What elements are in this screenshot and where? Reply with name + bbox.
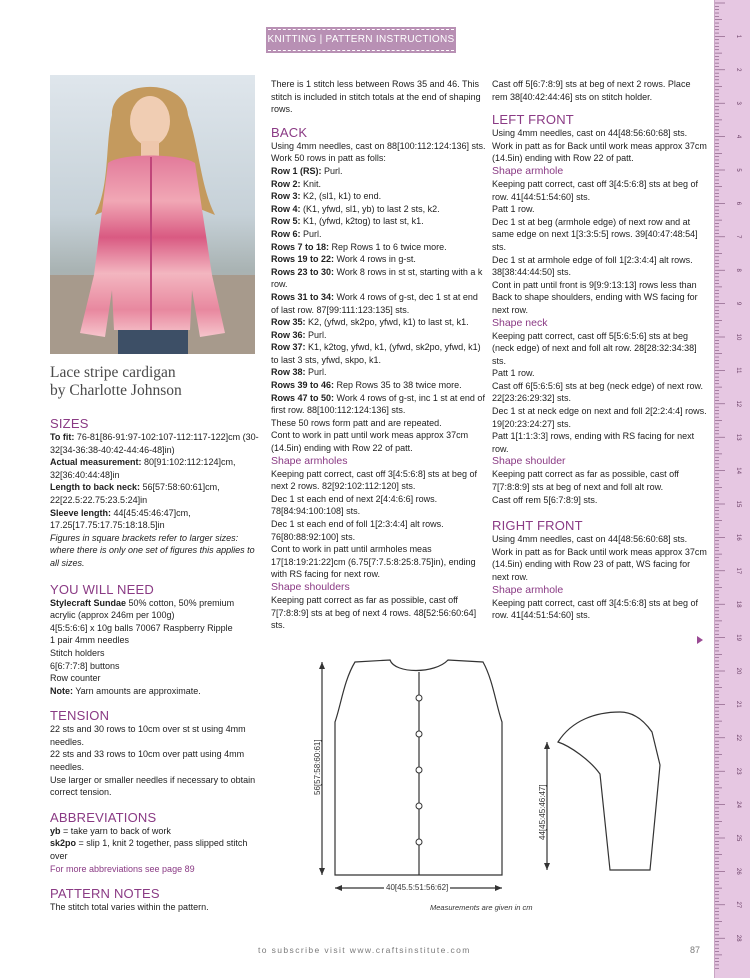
- column-left: [50, 416, 260, 914]
- buttons: 6[6:7:7:8] buttons: [50, 660, 120, 671]
- schematic-diagram: [300, 650, 705, 915]
- back-row: Row 1 (RS): Purl.: [271, 165, 343, 176]
- length-measurement: 56[57:58:60:61]: [313, 739, 322, 795]
- back-armholes-1: Keeping patt correct, cast off 3[4:5:6:8] sts at beg of next 2 rows. 82[92:102:112:120] sts.: [271, 468, 477, 492]
- back-row: Row 36: Purl.: [271, 329, 327, 340]
- ruler-ticks: [715, 0, 750, 978]
- length-to-back-neck: Length to back neck: 56[57:58:60:61]cm, 22[22.5:22.75:23.5:24]in: [50, 482, 220, 505]
- yarn: Stylecraft Sundae 50% cotton, 50% premium acrylic (approx 246m per 100g): [50, 597, 235, 621]
- button-4: [416, 803, 422, 809]
- button-1: [416, 695, 422, 701]
- column-right: [492, 78, 707, 622]
- back-row-list: [271, 165, 486, 417]
- back-armholes-heading: Shape armholes: [271, 454, 348, 467]
- ruler-number: 4: [735, 134, 741, 139]
- sleeve-length: Sleeve length: 44[45:45:46:47]cm, 17.25[17.75:17.75:18:18.5]in: [50, 507, 191, 531]
- ruler-number: 28: [735, 934, 741, 942]
- tension-line-3: Use larger or smaller needles if necessary to obtain correct tension.: [50, 774, 256, 798]
- subscribe-footer[interactable]: to subscribe visit www.craftsinstitute.com: [258, 945, 471, 955]
- lf-neck-5: Patt 1[1:1:3:3] rows, ending with RS facing for next row.: [492, 431, 695, 454]
- ruler-number: 20: [735, 667, 741, 675]
- section-label: KNITTING: [267, 33, 317, 45]
- actual-measurement: Actual measurement: 80[91:102:112:124]cm, 32[36:40:44:48]in: [50, 457, 236, 480]
- tension-line-2: 22 sts and 33 rows to 10cm over patt using 4mm needles.: [50, 749, 245, 773]
- garment-schematic: [300, 650, 705, 915]
- back-armholes-2: Dec 1 st each end of next 2[4:4:6:6] rows. 78[84:94:100:108] sts.: [271, 493, 438, 517]
- back-row: Rows 39 to 46: Rep Rows 35 to 38 twice more.: [271, 380, 462, 391]
- abbrev-sk2po: sk2po = slip 1, knit 2 together, pass slipped stitch over: [50, 838, 248, 862]
- back-shoulders-1: Keeping patt correct as far as possible, cast off 7[7:8:8:9] sts at beg of next 4 rows. 48[52:56:60:64] sts.: [271, 594, 477, 631]
- ruler-number: 21: [735, 701, 741, 708]
- model-image: [50, 75, 255, 354]
- ruler-number: 8: [735, 268, 741, 272]
- you-will-need-heading: YOU WILL NEED: [50, 581, 154, 597]
- back-armholes-4: Cont to work in patt until armholes meas 17[18:19:21:22]cm (6.75[7:7.5:8:25:8.75]in), ending with RS facing for next row.: [271, 544, 476, 580]
- ruler-number: 23: [735, 767, 741, 775]
- left-front-work: Work in patt as for Back until work meas approx 37cm (14.5in) ending with Row 22 of patt.: [492, 140, 707, 164]
- back-work-50: Work 50 rows in patt as folls:: [271, 153, 386, 164]
- ruler-number: 6: [735, 201, 741, 206]
- back-row: Row 37: K1, k2tog, yfwd, k1, (yfwd, sk2po, yfwd, k1) to last 3 sts, yfwd, skpo, k1.: [271, 342, 481, 365]
- ruler-number: 19: [735, 634, 741, 641]
- ruler-number: 1: [735, 34, 741, 39]
- back-final-castoff: Cast off 5[6:7:8:9] sts at beg of next 2 rows. Place rem 38[40:42:44:46] sts on stitch holder.: [492, 79, 691, 102]
- right-front-heading: RIGHT FRONT: [492, 518, 583, 534]
- back-cont: Cont to work in patt until work meas approx 37cm (14.5in) ending with Row 22 of patt.: [271, 430, 469, 454]
- sizes-note: Figures in square brackets refer to larger sizes: where there is only one set of figures this applies to all sizes.: [50, 532, 255, 568]
- pattern-credit: [50, 364, 260, 400]
- rf-cast-on: Using 4mm needles, cast on 44[48:56:60:68] sts.: [492, 534, 688, 545]
- button-5: [416, 839, 422, 845]
- back-row: Row 35: K2, (yfwd, sk2po, yfwd, k1) to last st, k1.: [271, 317, 469, 328]
- sizes-heading: SIZES: [50, 416, 89, 431]
- section-ribbon: [268, 29, 454, 51]
- cardigan-photo: [50, 75, 255, 354]
- needles: 1 pair 4mm needles: [50, 635, 130, 646]
- lf-neck-3: Cast off 6[5:6:5:6] sts at beg (neck edge) of next row. 22[23:26:29:32] sts.: [492, 380, 703, 404]
- back-armholes-3: Dec 1 st each end of foll 1[2:3:4:4] alt rows. 76[80:88:92:100] sts.: [271, 519, 444, 542]
- lf-armhole-1: Keeping patt correct, cast off 3[4:5:6:8] sts at beg of row. 41[44:51:54:60] sts.: [492, 178, 698, 202]
- pattern-name: Lace stripe cardigan: [50, 364, 176, 381]
- continue-arrow-icon: [697, 636, 703, 644]
- yarn-balls: 4[5:5:6:6] x 10g balls 70067 Raspberry Ripple: [50, 622, 233, 633]
- section-title: PATTERN INSTRUCTIONS: [325, 33, 455, 45]
- row-counter: Row counter: [50, 673, 101, 684]
- lf-neck-2: Patt 1 row.: [492, 368, 535, 379]
- ruler-number: 16: [735, 534, 741, 541]
- ruler-number: 27: [735, 901, 741, 909]
- right-front-armhole-heading: Shape armhole: [492, 583, 564, 596]
- ruler-number: 26: [735, 868, 741, 875]
- lf-armhole-5: Cont in patt until front is 9[9:9:13:13] rows less than Back to shape shoulders, ending with WS facing for next row.: [492, 279, 698, 315]
- abbreviations-heading: ABBREVIATIONS: [50, 809, 157, 825]
- ruler-number: 2: [735, 68, 741, 72]
- tension-line-1: 22 sts and 30 rows to 10cm over st st using 4mm needles.: [50, 724, 246, 747]
- ruler-number: 15: [735, 500, 741, 508]
- yarn-note: Note: Yarn amounts are approximate.: [50, 685, 201, 696]
- ruler-number: 12: [735, 400, 741, 408]
- ruler-number: 18: [735, 600, 741, 608]
- pattern-notes-text: The stitch total varies within the pattern.: [50, 902, 209, 913]
- ruler-number: 22: [735, 734, 741, 742]
- designer-name: by Charlotte Johnson: [50, 382, 182, 399]
- measuring-ruler: [714, 0, 750, 978]
- back-row: Rows 23 to 30: Work 8 rows in st st, starting with a k row.: [271, 266, 483, 290]
- width-measurement: 40[45.5:51:56:62]: [384, 882, 450, 895]
- button-2: [416, 731, 422, 737]
- ruler-number: 13: [735, 433, 741, 441]
- more-abbreviations-link[interactable]: For more abbreviations see page 89: [50, 863, 195, 874]
- button-3: [416, 767, 422, 773]
- back-row: Row 4: (K1, yfwd, sl1, yb) to last 2 sts, k2.: [271, 203, 440, 214]
- back-row: Row 2: Knit.: [271, 178, 322, 189]
- page-number: 87: [690, 945, 701, 955]
- intro-text: There is 1 stitch less between Rows 35 and 46. This stitch is included in stitch totals at the end of shaping rows.: [271, 79, 481, 115]
- measurement-note: Measurements are given in cm: [430, 903, 533, 912]
- to-fit: To fit: 76-81[86-91:97-102:107-112:117-122]cm (30-32[34-36:38-40:42-44:46-48]in): [50, 432, 259, 455]
- back-row: Rows 31 to 34: Work 4 rows of g-st, dec 1 st at end of last row. 87[99:111:123:135] sts.: [271, 291, 478, 315]
- back-cast-on: Using 4mm needles, cast on 88[100:112:124:136] sts.: [271, 140, 486, 151]
- left-front-heading: LEFT FRONT: [492, 112, 574, 128]
- ruler-number: 3: [735, 101, 741, 105]
- pattern-notes-heading: PATTERN NOTES: [50, 886, 160, 902]
- left-front-neck-heading: Shape neck: [492, 316, 548, 329]
- ruler-number: 5: [735, 168, 741, 172]
- rf-work: Work in patt as for Back until work meas approx 37cm (14.5in) ending with Row 23 of patt, WS facing for next row.: [492, 546, 707, 582]
- back-row: Rows 47 to 50: Work 4 rows of g-st, inc 1 st at end of first row. 88[100:112:124:136] sts.: [271, 392, 485, 416]
- back-row: Row 5: K1, (yfwd, k2tog) to last st, k1.: [271, 216, 424, 227]
- lf-armhole-4: Dec 1 st at armhole edge of foll 1[2:3:4:4] alt rows. 38[38:44:44:50] sts.: [492, 254, 693, 278]
- abbrev-yb: yb = take yarn to back of work: [50, 825, 171, 836]
- lf-shoulder-1: Keeping patt correct as far as possible, cast off 7[7:8:8:9] sts at beg of next and foll alt row.: [492, 469, 679, 493]
- ruler-number: 17: [735, 567, 741, 575]
- rf-armhole-1: Keeping patt correct, cast off 3[4:5:6:8] sts at beg of row. 41[44:51:54:60] sts.: [492, 597, 698, 621]
- ruler-number: 10: [735, 333, 741, 341]
- left-front-cast-on: Using 4mm needles, cast on 44[48:56:60:68] sts.: [492, 128, 688, 139]
- back-row: Rows 19 to 22: Work 4 rows in g-st.: [271, 254, 416, 265]
- ruler-number: 24: [735, 801, 741, 808]
- ruler-number: 9: [735, 301, 741, 306]
- sleeve-measurement: 44[45:45:46:47]: [538, 784, 547, 840]
- lf-neck-1: Keeping patt correct, cast off 5[5:6:5:6] sts at beg (neck edge) of next and foll alt row. 28[28:32:34:38] sts.: [492, 330, 697, 366]
- back-row: Rows 7 to 18: Rep Rows 1 to 6 twice more.: [271, 241, 447, 252]
- left-front-shoulder-heading: Shape shoulder: [492, 455, 566, 468]
- stitch-holders: Stitch holders: [50, 647, 105, 658]
- ruler-number: 14: [735, 467, 741, 474]
- back-row: Row 38: Purl.: [271, 367, 327, 378]
- left-front-armhole-heading: Shape armhole: [492, 164, 564, 177]
- ruler-number: 11: [735, 367, 741, 374]
- tension-heading: TENSION: [50, 708, 110, 724]
- back-row: Row 3: K2, (sl1, k1) to end.: [271, 191, 382, 202]
- ruler-number: 25: [735, 834, 741, 842]
- column-middle: [271, 78, 486, 632]
- ruler-number: 7: [735, 235, 741, 239]
- lf-neck-4: Dec 1 st at neck edge on next and foll 2[2:2:4:4] rows. 19[20:23:24:27] sts.: [492, 406, 707, 429]
- back-repeat: These 50 rows form patt and are repeated.: [271, 417, 442, 428]
- back-heading: BACK: [271, 124, 308, 140]
- lf-armhole-2: Patt 1 row.: [492, 204, 535, 215]
- back-shoulders-heading: Shape shoulders: [271, 580, 350, 593]
- back-row: Row 6: Purl.: [271, 228, 322, 239]
- ribbon-divider: |: [319, 33, 323, 45]
- lf-armhole-3: Dec 1 st at beg (armhole edge) of next row and at same edge on next 1[3:3:5:5] rows. 39[40:47:48:54] sts.: [492, 216, 698, 252]
- lf-shoulder-2: Cast off rem 5[6:7:8:9] sts.: [492, 494, 598, 505]
